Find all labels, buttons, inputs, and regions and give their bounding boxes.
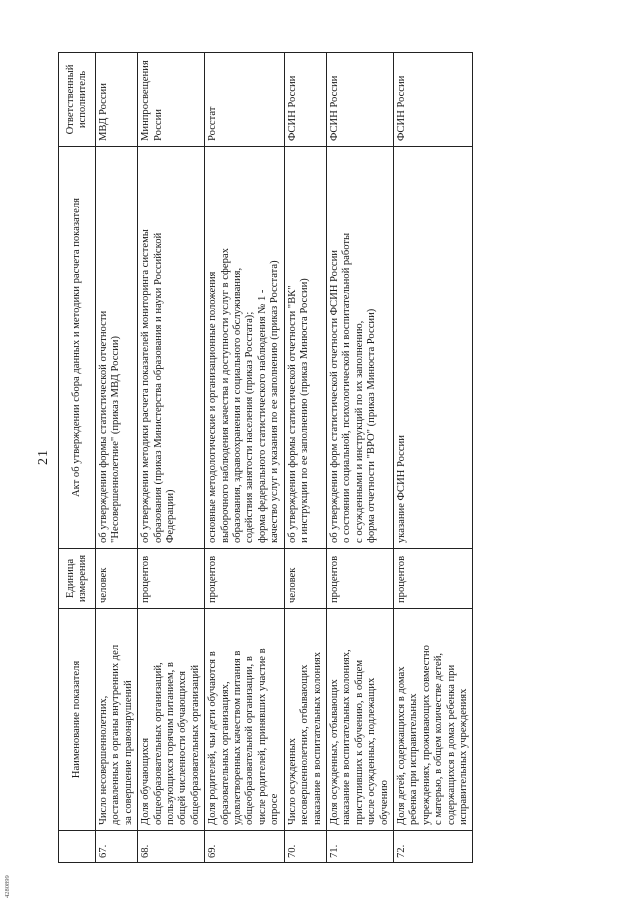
- table-row: [284, 53, 326, 863]
- table-row: [96, 53, 138, 863]
- unit-of-measure-cell: [138, 549, 205, 609]
- table-row: [326, 53, 393, 863]
- row-number-cell: [326, 831, 393, 863]
- responsible-executor-cell: [96, 53, 138, 147]
- table-header-row: [59, 53, 96, 863]
- row-number: 71.: [328, 844, 340, 858]
- unit-of-measure: процентов: [395, 555, 407, 603]
- row-number-cell: [96, 831, 138, 863]
- row-number: 70.: [286, 844, 298, 858]
- indicator-name: Доля осужденных, отбывающих наказание в воспитательных колониях, приступивших к обучению, в общем числе осужденных, подлежащих обучению: [328, 649, 390, 825]
- responsible-executor-cell: [393, 53, 472, 147]
- table-row: [138, 53, 205, 863]
- responsible-executor: ФСИН России: [395, 75, 407, 141]
- table-row: [205, 53, 284, 863]
- approval-act: об утверждении форм статистической отчетности ФСИН России о состоянии социальной, психологической и воспитательной работы с осужденными и инструкций по их заполнению, форма отчетности "ВРО" (приказ Минюста России): [328, 232, 378, 543]
- indicators-table: [58, 52, 473, 863]
- unit-of-measure-cell: [326, 549, 393, 609]
- row-number: 69.: [207, 844, 219, 858]
- responsible-executor: МВД России: [98, 83, 109, 141]
- indicator-name-cell: [205, 609, 284, 831]
- responsible-executor-cell: [284, 53, 326, 147]
- row-number-cell: [138, 831, 205, 863]
- unit-of-measure-cell: [96, 549, 138, 609]
- row-number-cell: [393, 831, 472, 863]
- responsible-executor-cell: [138, 53, 205, 147]
- unit-of-measure: процентов: [328, 555, 340, 603]
- approval-act-cell: [284, 147, 326, 549]
- responsible-executor-cell: [326, 53, 393, 147]
- responsible-executor: ФСИН России: [328, 75, 340, 141]
- approval-act-cell: [393, 147, 472, 549]
- indicator-name-cell: [138, 609, 205, 831]
- table-row: [393, 53, 472, 863]
- header-number: [59, 831, 96, 863]
- indicator-name: Число осужденных несовершеннолетних, отбывающих наказание в воспитательных колониях: [286, 651, 323, 825]
- approval-act: об утверждении методики расчета показателей мониторинга системы образования (приказ Министерства образования и науки Российской Федерации): [140, 229, 177, 543]
- unit-of-measure: человек: [286, 567, 298, 603]
- unit-of-measure: человек: [98, 567, 109, 603]
- responsible-executor-cell: [205, 53, 284, 147]
- header-indicator-name: Наименование показателя: [59, 609, 96, 831]
- approval-act-cell: [326, 147, 393, 549]
- document-id: 4280899: [4, 875, 11, 898]
- responsible-executor: ФСИН России: [286, 75, 298, 141]
- indicator-name: Доля детей, содержащихся в домах ребенка при исправительных учреждениях, проживающих совместно с матерью, в общем количестве детей, содержащихся в домах ребенка при исправительных учреждениях: [395, 645, 469, 825]
- row-number: 72.: [395, 844, 407, 858]
- approval-act-cell: [138, 147, 205, 549]
- approval-act: основные методологические и организационные положения выборочного наблюдения качества и доступности услуг в сферах образования, здравоохранения и социального обслуживания, содействия занятости населения (приказ Росстата); форма федерального статистического наблюдения № 1 - качество услуг и указания по ее заполнению (приказ Росстата): [207, 248, 281, 543]
- row-number: 67.: [98, 844, 109, 858]
- row-number-cell: [205, 831, 284, 863]
- unit-of-measure: процентов: [207, 555, 219, 603]
- indicator-name-cell: [284, 609, 326, 831]
- unit-of-measure-cell: [205, 549, 284, 609]
- indicator-name: Доля обучающихся общеобразовательных организаций, пользующихся горячим питанием, в общей численности обучающихся общеобразовательных организаций: [140, 662, 201, 825]
- unit-of-measure-cell: [393, 549, 472, 609]
- indicator-name: Доля родителей, чьи дети обучаются в образовательных организациях, удовлетворенных качеством питания в общеобразовательной организации, в числе родителей, принявших участие в опросе: [207, 648, 281, 825]
- approval-act: указание ФСИН России: [395, 435, 407, 543]
- approval-act: об утверждении формы статистической отчетности "ВК" и инструкции по ее заполнению (приказ Минюста России): [286, 278, 311, 543]
- unit-of-measure-cell: [284, 549, 326, 609]
- responsible-executor: Росстат: [207, 106, 219, 141]
- indicator-name-cell: [393, 609, 472, 831]
- row-number-cell: [284, 831, 326, 863]
- approval-act-cell: [96, 147, 138, 549]
- approval-act: об утверждении формы статистической отчетности "Несовершеннолетние" (приказ МВД России): [98, 310, 122, 543]
- indicator-name: Число несовершеннолетних, доставленных в органы внутренних дел за совершение правонарушений: [98, 644, 134, 825]
- indicator-name-cell: [326, 609, 393, 831]
- row-number: 68.: [140, 844, 152, 858]
- responsible-executor: Минпросвещения России: [140, 60, 164, 141]
- page-number: 21: [36, 449, 51, 465]
- approval-act-cell: [205, 147, 284, 549]
- header-executor: Ответственный исполнитель: [59, 53, 96, 147]
- indicator-name-cell: [96, 609, 138, 831]
- unit-of-measure: процентов: [140, 555, 152, 603]
- header-unit: Единица измерения: [59, 549, 96, 609]
- header-act: Акт об утверждении сбора данных и методики расчета показателя: [59, 147, 96, 549]
